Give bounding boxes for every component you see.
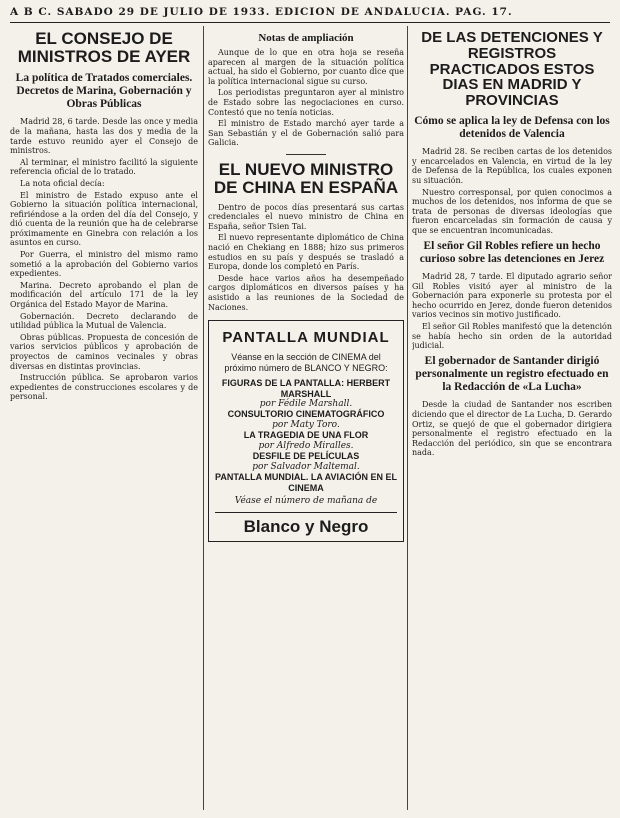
ad-title: PANTALLA MUNDIAL [222,329,390,347]
paragraph: Dentro de pocos días presentará sus cartas credenciales el nuevo ministro de China en España, señor Tsien Tai. [208,202,404,231]
pantalla-mundial-ad [208,320,404,542]
paragraph: Desde la ciudad de Santander nos escriben diciendo que el director de La Lucha, D. Gerardo Ortiz, se quejó de que el gobernador dirigiera personalmente el registro efectuado en la Redacción del periódico, sin que se encontrara nada. [412,400,612,458]
subhead-valencia: Cómo se aplica la ley de Defensa con los detenidos de Valencia [414,114,610,140]
ad-item-title: LA TRAGEDIA DE UNA FLOR [243,430,369,441]
page-header: A B C. SABADO 29 DE JULIO DE 1933. EDICION DE ANDALUCIA. PAG. 17. [10,6,513,18]
ad-closing: Véase el número de mañana de [234,496,378,507]
ad-item-author: por Fédile Marshall. [259,399,353,410]
paragraph: El ministro de Estado marchó ayer tarde a San Sebastián y el de Gobernación salió para Galicia. [208,119,404,148]
ad-intro: Véanse en la sección de CINEMA del próximo número de BLANCO Y NEGRO: [224,352,388,373]
headline-china: EL NUEVO MINISTRO DE CHINA EN ESPAÑA [213,159,399,197]
paragraph: El ministro de Estado expuso ante el Gobierno la situación política internacional, refiriéndose a la orden del día del Consejo, y dió cuenta de la reunión que ha de celebrarse próximamente en Ginebra con relación a los asuntos en curso. [10,190,198,248]
column-rule [407,26,408,810]
paragraph: Desde hace varios años ha desempeñado cargos diplomáticos en diversos países y ha asistido a las reuniones de la Sociedad de Naciones. [208,273,404,312]
ad-item-title: DESFILE DE PELÍCULAS [252,450,360,461]
paragraph: El nuevo representante diplomático de China nació en Chekiang en 1888; hizo sus primeros estudios en su país y después se trasladó a Europa, donde los completó en París. [208,233,404,272]
paragraph: Madrid 28, 7 tarde. El diputado agrario señor Gil Robles visitó ayer al ministro de la Gobernación para exponerle su protesta por el hecho ocurrido en Jerez, donde fueron detenidos varios vecinos sin motivo justificado. [412,271,612,320]
paragraph: La nota oficial decía: [20,178,105,188]
subhead-gil-robles: El señor Gil Robles refiere un hecho curioso sobre las detenciones en Jerez [419,239,605,265]
headline-detenciones: DE LAS DETENCIONES Y REGISTROS PRACTICADOS ESTOS DIAS EN MADRID Y PROVINCIAS [421,29,603,109]
paragraph: Los periodistas preguntaron ayer al ministro de Estado sobre las negociaciones en curso. Contestó que no tenía noticias. [208,88,404,117]
paragraph: Obras públicas. Propuesta de concesión de varios servicios públicos y aprobación de proyectos de caminos vecinales y obras diversas en distintas provincias. [10,332,198,371]
ad-brand: Blanco y Negro [215,512,397,537]
ad-item-title: FIGURAS DE LA PANTALLA: HERBERT MARSHALL [221,377,391,399]
column-detenciones [412,26,612,810]
subhead-santander: El gobernador de Santander dirigió personalmente un registro efectuado en la Redacción de «La Lucha» [415,354,609,394]
paragraph: El señor Gil Robles manifestó que la detención se había hecho sin orden de la autoridad judicial. [412,321,612,351]
column-notas [208,26,404,810]
paragraph: Nuestro corresponsal, por quien conocimos a muchos de los detenidos, nos informa de que se trata de personas de diversas ideologías que fueron encarceladas sin formación de causa y que se encuentran incomunicadas. [412,187,612,235]
ad-item-author: por Maty Toro. [272,420,340,431]
ad-item-title: PANTALLA MUNDIAL. LA AVIACIÓN EN EL CINEMA [215,471,397,493]
paragraph: Aunque de lo que en otra hoja se reseña aparecen al margen de la situación política actual, ha sido el Gobierno, por cuanto dice que la política internacional sigue su curso. [208,48,404,86]
notas-head: Notas de ampliación [258,32,354,44]
column-consejo [10,26,198,810]
paragraph: Instrucción pública. Se aprobaron varios expedientes de construcciones escolares y de personal. [10,373,198,402]
paragraph: Gobernación. Decreto declarando de utilidad pública la Mutual de Valencia. [10,311,198,331]
headline-consejo: EL CONSEJO DE MINISTROS DE AYER [17,29,191,66]
subhead-consejo: La política de Tratados comerciales. Decretos de Marina, Gobernación y Obras Públicas [15,71,193,111]
ad-item-title: CONSULTORIO CINEMATOGRÁFICO [227,409,385,420]
column-rule [203,26,204,810]
paragraph: Marina. Decreto aprobando el plan de modificación del artículo 171 de la ley Orgánica del Estado Mayor de Marina. [10,280,198,310]
header-rule [10,22,610,23]
ad-item-author: por Salvador Maltemal. [252,461,360,472]
paragraph: Al terminar, el ministro facilitó la siguiente referencia oficial de lo tratado. [10,157,198,177]
paragraph: Madrid 28. Se reciben cartas de los detenidos y encarcelados en Valencia, en virtud de la ley de Defensa de la República, los cuales exponen su situación. [412,147,612,185]
ad-item-author: por Alfredo Miralles. [258,440,354,451]
paragraph: Madrid 28, 6 tarde. Desde las once y media de la mañana, hasta las dos y media de la tarde estuvo reunido ayer el Consejo de ministros. [10,117,198,156]
separator [286,154,326,155]
paragraph: Por Guerra, el ministro del mismo ramo sometió a la aprobación del Gobierno varios expedientes. [10,250,198,279]
